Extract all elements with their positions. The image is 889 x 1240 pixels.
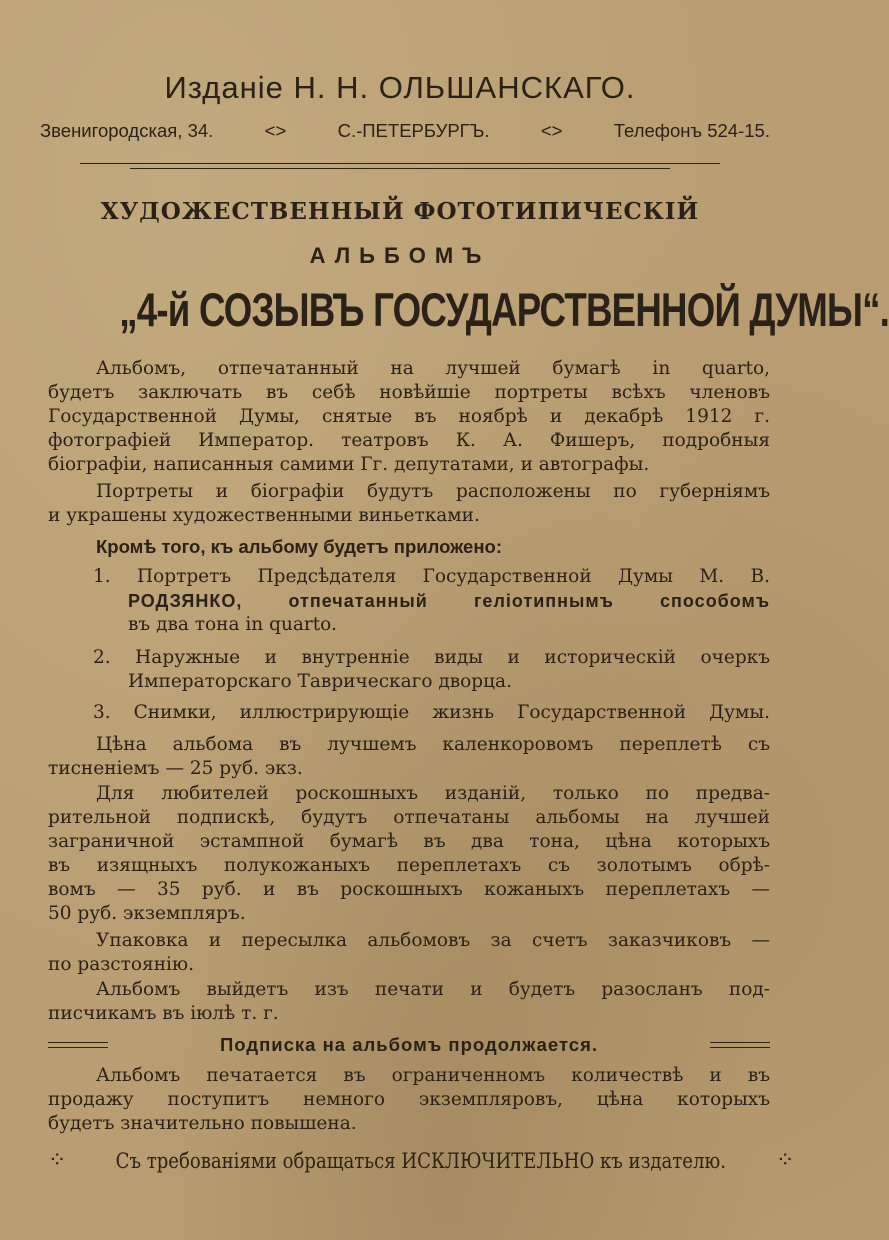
list-item: въ два тона in quarto. [128,614,337,635]
text-line: Альбомъ выйдетъ изъ печати и будетъ разосланъ под- [96,979,770,1000]
address-line [40,120,770,142]
footer-line [48,1148,795,1173]
text-line: тисненіемъ — 25 руб. экз. [48,758,303,779]
appendix-heading: Кромѣ того, къ альбому будетъ приложено: [96,536,502,557]
text-line: Цѣна альбома въ лучшемъ каленкоровомъ переплетѣ съ [96,734,770,755]
text-line: Портреты и біографіи будутъ расположены по губерніямъ [96,481,770,502]
text-line: Альбомъ, отпечатанный на лучшей бумагѣ in quarto, [96,358,770,379]
text-line: будетъ значительно повышена. [48,1113,357,1134]
album-type-heading: ХУДОЖЕСТВЕННЫЙ ФОТОТИПИЧЕСКІЙ [100,198,700,225]
text-line: продажу поступитъ немного экземпляровъ, цѣна которыхъ [48,1089,770,1110]
text-line: рительной подпискѣ, будутъ отпечатаны альбомы на лучшей [48,807,770,828]
diamond-separator: <> [264,120,287,141]
list-item: 2. Наружные и внутренніе виды и историческій очеркъ [93,647,770,668]
text-line: вомъ — 35 руб. и въ роскошныхъ кожаныхъ переплетахъ — [48,879,770,900]
subscription-banner [48,1034,770,1056]
ornament-icon: ⁘ [776,1148,795,1173]
text-line: Альбомъ печатается въ ограниченномъ количествѣ и въ [96,1065,770,1086]
text-line: 50 руб. экземпляръ. [48,903,246,924]
text-line: заграничной эстампной бумагѣ въ два тона, цѣна которыхъ [48,831,770,852]
double-rule [48,1042,108,1048]
list-item: 1. Портретъ Предсѣдателя Государственной Думы М. В. [93,566,770,587]
city-name: С.-ПЕТЕРБУРГЪ. [337,120,490,141]
ornament-icon: ⁘ [48,1148,67,1173]
album-heading: АЛЬБОМЪ [309,243,491,268]
subscription-notice: Подписка на альбомъ продолжается. [219,1034,598,1055]
header-rule [80,163,720,164]
text-line: Упаковка и пересылка альбомовъ за счетъ заказчиковъ — [96,930,770,951]
list-item: Императорскаго Таврическаго дворца. [128,671,512,692]
text-line: и украшены художественными виньетками. [48,505,480,526]
text-line: Для любителей роскошныхъ изданій, только по предва- [96,783,770,804]
list-item: 3. Снимки, иллюстрирующіе жизнь Государственной Думы. [93,702,770,723]
double-rule [710,1042,770,1048]
publisher-title: Изданіе Н. Н. ОЛЬШАНСКАГО. [164,70,636,105]
text-line: въ изящныхъ полукожаныхъ переплетахъ съ золотымъ обрѣ- [48,855,770,876]
text-line: Государственной Думы, снятые въ ноябрѣ и декабрѣ 1912 г. [48,406,770,427]
phone-number: Телефонъ 524-15. [613,120,770,141]
diamond-separator: <> [540,120,563,141]
order-instructions: Съ требованіями обращаться ИСКЛЮЧИТЕЛЬНО къ издателю. [116,1148,727,1173]
text-line: по разстоянію. [48,954,194,975]
street-address: Звенигородская, 34. [40,120,214,141]
text-line: писчикамъ въ іюлѣ т. г. [48,1003,279,1024]
text-line: біографіи, написанныя самими Гг. депутатами, и автографы. [48,454,650,475]
album-title: „4-й СОЗЫВЪ ГОСУДАРСТВЕННОЙ ДУМЫ“. [119,283,889,336]
text-line: будетъ заключать въ себѣ новѣйшіе портреты всѣхъ членовъ [48,382,770,403]
header-rule-thin [130,168,670,169]
text-line: фотографіей Император. театровъ К. А. Фишеръ, подробныя [48,430,770,451]
list-item: РОДЗЯНКО, отпечатанный геліотипнымъ способомъ [128,591,770,611]
